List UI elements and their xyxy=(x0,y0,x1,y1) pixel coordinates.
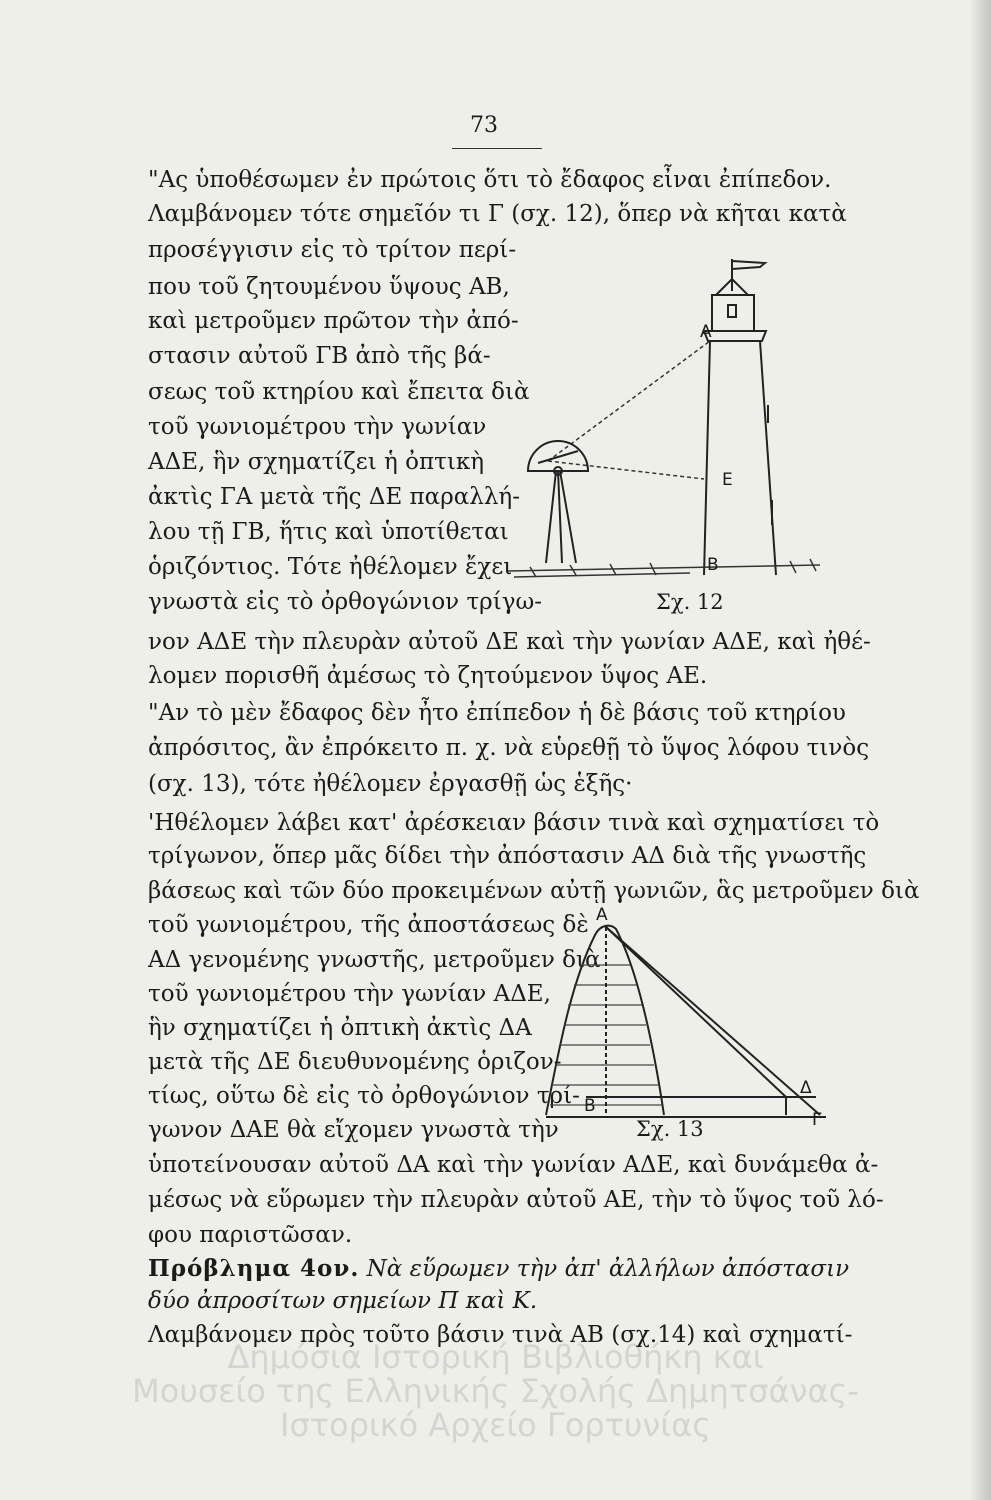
fig13-label-b: Β xyxy=(584,1096,596,1116)
fig12-label-b: Β xyxy=(707,555,719,575)
text-line: στασιν αὐτοῦ ΓΒ ἀπὸ τῆς βά- xyxy=(148,343,491,369)
text-line: ΑΔΕ, ἣν σχηματίζει ἡ ὀπτικὴ xyxy=(148,449,485,475)
figure-12-tower xyxy=(490,245,830,585)
text-line: Λαμβάνομεν τότε σημεῖόν τι Γ (σχ. 12), ὅπερ νὰ κῆται κατὰ xyxy=(148,201,847,227)
text-line: σεως τοῦ κτηρίου καὶ ἔπειτα διὰ xyxy=(148,379,530,405)
watermark-line: Ιστορικό Αρχείο Γορτυνίας xyxy=(280,1406,711,1444)
text-line: τοῦ γωνιομέτρου τὴν γωνίαν xyxy=(148,414,487,440)
text-line: τρίγωνον, ὅπερ μᾶς δίδει τὴν ἀπόστασιν ΑΔ διὰ τῆς γνωστῆς xyxy=(148,843,867,869)
page-number-rule xyxy=(452,148,542,149)
problem-heading-line xyxy=(148,1254,849,1284)
text-line: ἀπρόσιτος, ἂν ἐπρόκειτο π. χ. νὰ εὑρεθῇ τὸ ὕψος λόφου τινὸς xyxy=(148,735,870,761)
text-line: "Αν τὸ μὲν ἔδαφος δὲν ἦτο ἐπίπεδον ἡ δὲ βάσις τοῦ κτηρίου xyxy=(148,700,846,726)
text-line: ὑποτείνουσαν αὐτοῦ ΔΑ καὶ τὴν γωνίαν ΑΔΕ, καὶ δυνάμεθα ἀ- xyxy=(148,1152,879,1178)
text-line: τίως, οὕτω δὲ εἰς τὸ ὀρθογώνιον τρί- xyxy=(148,1083,580,1109)
text-line: τοῦ γωνιομέτρου, τῆς ἀποστάσεως δὲ xyxy=(148,912,589,938)
text-line: 'Ηθέλομεν λάβει κατ' ἀρέσκειαν βάσιν τινὰ καὶ σχηματίσει τὸ xyxy=(148,810,880,836)
text-line: καὶ μετροῦμεν πρῶτον τὴν ἀπό- xyxy=(148,308,519,334)
problem-title: Πρόβλημα 4ον. xyxy=(148,1255,360,1282)
text-line: βάσεως καὶ τῶν δύο προκειμένων αὐτῇ γωνιῶν, ἃς μετροῦμεν διὰ xyxy=(148,878,920,904)
page-edge-shadow xyxy=(969,0,991,1500)
page-number: 73 xyxy=(470,113,498,138)
text-line: νον ΑΔΕ τὴν πλευρὰν αὐτοῦ ΔΕ καὶ τὴν γωνίαν ΑΔΕ, καὶ ἠθέ- xyxy=(148,629,871,655)
fig13-label-g: Γ xyxy=(812,1110,822,1130)
text-line: γνωστὰ εἰς τὸ ὀρθογώνιον τρίγω- xyxy=(148,589,542,615)
text-line: μέσως νὰ εὕρωμεν τὴν πλευρὰν αὐτοῦ ΑΕ, τὴν τὸ ὕψος τοῦ λό- xyxy=(148,1187,884,1213)
text-line: που τοῦ ζητουμένου ὕψους ΑΒ, xyxy=(148,274,510,300)
watermark-line: Μουσείο της Ελληνικής Σχολής Δημητσάνας- xyxy=(132,1372,859,1410)
text-line: ὁριζόντιος. Τότε ἠθέλομεν ἔχει xyxy=(148,554,513,580)
figure-13-caption: Σχ. 13 xyxy=(636,1117,704,1141)
watermark-line: Δημόσια Ιστορική Βιβλιοθήκη και xyxy=(227,1338,764,1376)
fig12-label-e: Ε xyxy=(722,470,733,490)
text-line: λομεν πορισθῆ ἀμέσως τὸ ζητούμενον ὕψος ΑΕ. xyxy=(148,663,708,689)
text-line: ἣν σχηματίζει ἡ ὀπτικὴ ἀκτὶς ΔΑ xyxy=(148,1015,532,1041)
text-line: ΑΔ γενομένης γνωστῆς, μετροῦμεν διὰ xyxy=(148,947,601,973)
text-line: γωνον ΔΑΕ θὰ εἴχομεν γνωστὰ τὴν xyxy=(148,1117,559,1143)
text-line: ἀκτὶς ΓΑ μετὰ τῆς ΔΕ παραλλή- xyxy=(148,484,520,510)
problem-statement-continued: δύο ἀπροσίτων σημείων Π καὶ Κ. xyxy=(148,1288,538,1314)
text-line: "Ας ὑποθέσωμεν ἐν πρώτοις ὅτι τὸ ἔδαφος εἶναι ἐπίπεδον. xyxy=(148,167,832,193)
text-line: μετὰ τῆς ΔΕ διευθυνομένης ὁριζον- xyxy=(148,1049,562,1075)
text-line: τοῦ γωνιομέτρου τὴν γωνίαν ΑΔΕ, xyxy=(148,981,551,1007)
problem-statement: Νὰ εὕρωμεν τὴν ἀπ' ἀλλήλων ἀπόστασιν xyxy=(366,1256,850,1282)
fig12-label-a: Α xyxy=(700,322,712,342)
fig13-label-d: Δ xyxy=(800,1078,812,1098)
text-line: (σχ. 13), τότε ἠθέλομεν ἐργασθῇ ὡς ἑξῆς· xyxy=(148,771,633,797)
fig13-label-a: Α xyxy=(596,905,608,925)
text-line: προσέγγισιν εἰς τὸ τρίτον περί- xyxy=(148,237,517,263)
text-line: φου παριστῶσαν. xyxy=(148,1222,353,1248)
text-line: Λαμβάνομεν πρὸς τοῦτο βάσιν τινὰ ΑΒ (σχ.14) καὶ σχηματί- xyxy=(148,1322,853,1348)
figure-12-caption: Σχ. 12 xyxy=(656,590,724,614)
figure-13-hill xyxy=(540,905,830,1125)
text-line: λου τῇ ΓΒ, ἥτις καὶ ὑποτίθεται xyxy=(148,519,509,545)
